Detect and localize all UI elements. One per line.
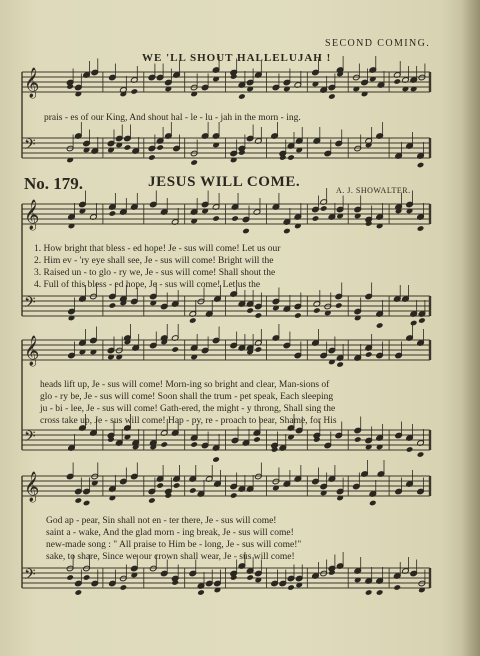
note-head — [255, 346, 263, 353]
note-head — [365, 589, 373, 596]
hymn-number: No. 179. — [24, 174, 84, 193]
verse-line: heads lift up, Je - sus will come! Morn-ing so bright and clear, Man-sions of — [40, 380, 330, 390]
note-head — [417, 162, 425, 169]
note-head — [238, 93, 246, 100]
note-head — [393, 584, 401, 591]
note-head — [313, 307, 321, 314]
note-head — [66, 574, 74, 581]
verse-line: saint a - wake, And the glad morn - ing break, Je - sus will come! — [46, 528, 294, 538]
note-head — [287, 154, 295, 161]
note-head — [212, 456, 220, 463]
note-head — [156, 482, 164, 489]
note-head — [312, 215, 320, 222]
previous-song-title: WE 'LL SHOUT HALLELUJAH ! — [142, 52, 332, 64]
note-head — [320, 205, 328, 212]
verse-line: glo - ry be, Je - sus will come! Soon shall the trum - pet speak, Each sleeping — [40, 392, 334, 402]
note-head — [173, 482, 181, 489]
note-head — [283, 228, 291, 235]
verse-line: 4. Full of this bless - ed hope, Je - sus will come! Let us the — [34, 280, 261, 290]
note-head — [417, 225, 425, 232]
note-head — [83, 574, 91, 581]
note-head — [212, 215, 220, 222]
note-head — [336, 361, 344, 368]
verse-line: 3. Raised un - to glo - ry we, Je - sus will come! Shall shout the — [34, 268, 276, 278]
bass-clef: 𝄢 — [24, 566, 36, 587]
note-head — [189, 487, 197, 494]
note-head — [393, 78, 401, 85]
note-head — [109, 210, 117, 217]
verse-line: 1. How bright that bless - ed hope! Je - sus will come! Let us our — [34, 244, 281, 254]
note-head — [246, 307, 254, 314]
hymn-title: JESUS WILL COME. — [148, 174, 301, 190]
note-head — [376, 322, 384, 329]
note-head — [365, 351, 373, 358]
note-head — [287, 584, 295, 591]
note-head — [410, 320, 418, 327]
note-head — [418, 317, 426, 324]
verse-line: cross take up, Je - sus will come! Hap - py, re - proach to bear, Shame, for His — [40, 416, 337, 426]
note-head — [148, 497, 156, 504]
note-head — [335, 302, 343, 309]
note-head — [197, 589, 205, 596]
verse-line: new-made song : " All praise to Him be - long, Je - sus will come!" — [46, 540, 302, 550]
note-head — [354, 436, 362, 443]
note-head — [160, 441, 168, 448]
treble-clef: 𝄞 — [24, 472, 40, 502]
treble-clef: 𝄞 — [24, 68, 40, 98]
note-head — [253, 436, 261, 443]
note-head — [124, 144, 132, 151]
note-head — [190, 159, 198, 166]
note-head — [148, 154, 156, 161]
note-head — [156, 144, 164, 151]
running-head: SECOND COMING. — [325, 38, 431, 49]
note-head — [131, 88, 139, 95]
bass-clef: 𝄢 — [24, 136, 36, 157]
treble-clef: 𝄞 — [24, 336, 40, 366]
verse-line: 2. Him ev - 'ry eye shall see, Je - sus will come! Bright will the — [34, 256, 274, 266]
note-head — [230, 492, 238, 499]
note-head — [120, 584, 128, 591]
note-head — [75, 589, 83, 596]
note-head — [171, 346, 179, 353]
note-head — [189, 317, 197, 324]
verse-line: sake, to share, Since we our crown shall wear, Je - sus will come! — [46, 552, 295, 562]
note-head — [75, 497, 83, 504]
bass-clef: 𝄢 — [24, 294, 36, 315]
note-head — [417, 451, 425, 458]
note-head — [190, 441, 198, 448]
note-head — [246, 574, 254, 581]
note-head — [231, 215, 239, 222]
treble-clef: 𝄞 — [24, 200, 40, 230]
note-head — [242, 228, 250, 235]
note-head — [255, 312, 263, 319]
composer-credit: A. J. SHOWALTER. — [336, 186, 411, 195]
note-head — [109, 302, 117, 309]
note-head — [83, 500, 91, 507]
note-head — [376, 589, 384, 596]
note-head — [369, 500, 377, 507]
bass-clef: 𝄢 — [24, 428, 36, 449]
note-head — [294, 312, 302, 319]
verse-line: God ap - pear, Sin shall not en - ter there, Je - sus will come! — [46, 516, 277, 526]
note-head — [328, 93, 336, 100]
verse-line: ju - bi - lee, Je - sus will come! Gath-ered, the might - y throng, Shall sing the — [40, 404, 336, 414]
previous-song-lyric: prais - es of our King, And shout hal - le - lu - jah in the morn - ing. — [44, 113, 301, 123]
note-head — [406, 446, 414, 453]
